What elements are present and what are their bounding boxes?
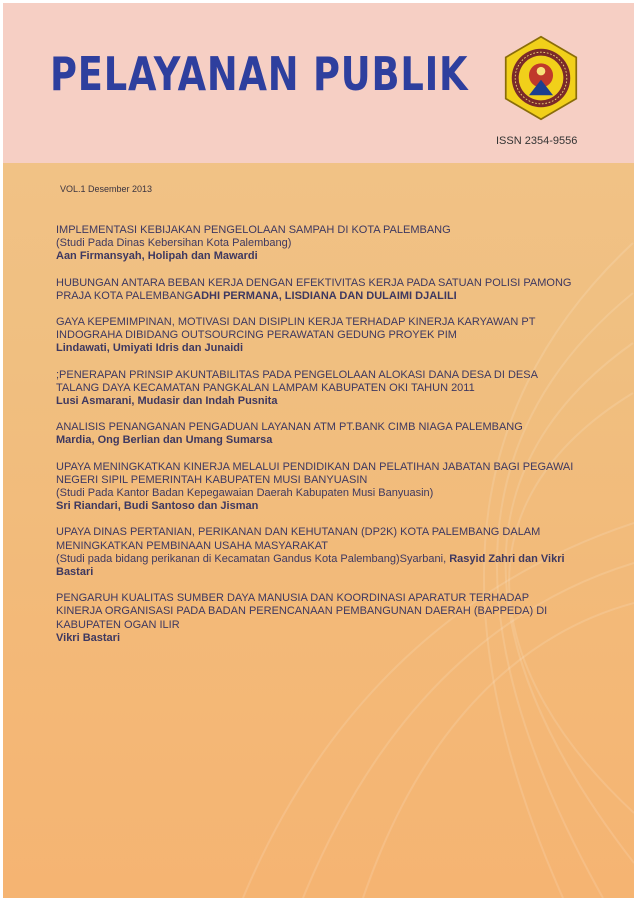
- article-title: UPAYA DINAS PERTANIAN, PERIKANAN DAN KEHUTANAN (DP2K) KOTA PALEMBANG DALAM MENINGKATKAN PEMBINAAN USAHA MASYARAKAT: [56, 526, 541, 552]
- article-authors: Aan Firmansyah, Holipah dan Mawardi: [56, 250, 258, 263]
- article-entry: [56, 316, 576, 356]
- article-subtitle-text: (Studi pada bidang perikanan di Kecamatan Gandus Kota Palembang)Syarbani,: [56, 552, 447, 565]
- article-entry: [56, 592, 576, 645]
- article-authors: Lusi Asmarani, Mudasir dan Indah Pusnita: [56, 395, 278, 408]
- article-title: ANALISIS PENANGANAN PENGADUAN LAYANAN ATM PT.BANK CIMB NIAGA PALEMBANG: [56, 421, 523, 434]
- university-seal-icon: [498, 35, 584, 121]
- article-authors: ADHI PERMANA, LISDIANA DAN DULAIMI DJALILI: [193, 289, 457, 302]
- article-title: PENGARUH KUALITAS SUMBER DAYA MANUSIA DAN KOORDINASI APARATUR TERHADAP KINERJA ORGANISASI PADA BADAN PERENCANAAN PEMBANGUNAN DAERAH (BAPPEDA) DI KABUPATEN OGAN ILIR: [56, 592, 548, 631]
- article-authors: Sri Riandari, Budi Santoso dan Jisman: [56, 500, 259, 513]
- article-title: ;PENERAPAN PRINSIP AKUNTABILITAS PADA PENGELOLAAN ALOKASI DANA DESA DI DESA TALANG DAYA KECAMATAN PANGKALAN LAMPAM KABUPATEN OKI TAHUN 2011: [56, 368, 538, 394]
- article-authors: Vikri Bastari: [56, 631, 121, 644]
- article-title: IMPLEMENTASI KEBIJAKAN PENGELOLAAN SAMPAH DI KOTA PALEMBANG: [56, 224, 451, 236]
- article-title-text: HUBUNGAN ANTARA BEBAN KERJA DENGAN EFEKTIVITAS KERJA PADA SATUAN POLISI PAMONG PRAJA KOTA PALEMBANG: [56, 276, 572, 302]
- journal-title: PELAYANAN PUBLIK: [50, 47, 469, 101]
- volume-label: VOL.1 Desember 2013: [60, 184, 153, 194]
- issn-number: ISSN 2354-9556: [496, 135, 578, 147]
- article-subtitle: [56, 553, 576, 579]
- article-title: GAYA KEPEMIMPINAN, MOTIVASI DAN DISIPLIN KERJA TERHADAP KINERJA KARYAWAN PT INDOGRAHA DIBIDANG OUTSOURCING PERAWATAN GEDUNG PROYEK PIM: [56, 316, 536, 342]
- cover-header: [3, 3, 634, 163]
- article-entry: [56, 421, 576, 447]
- article-subtitle: (Studi Pada Kantor Badan Kepegawaian Daerah Kabupaten Musi Banyuasin): [56, 487, 434, 500]
- article-entry: [56, 369, 576, 409]
- article-authors: Rasyid Zahri dan Vikri Bastari: [56, 552, 565, 579]
- article-authors: Lindawati, Umiyati Idris dan Junaidi: [56, 342, 244, 355]
- article-entry: [56, 224, 576, 264]
- article-entry: [56, 277, 576, 303]
- article-entry: [56, 461, 576, 514]
- article-title: UPAYA MENINGKATKAN KINERJA MELALUI PENDIDIKAN DAN PELATIHAN JABATAN BAGI PEGAWAI NEGERI SIPIL PEMERINTAH KABUPATEN MUSI BANYUASIN: [56, 460, 574, 486]
- journal-cover: [3, 3, 634, 898]
- article-authors: Mardia, Ong Berlian dan Umang Sumarsa: [56, 434, 273, 447]
- table-of-contents: [56, 224, 576, 658]
- article-subtitle: (Studi Pada Dinas Kebersihan Kota Palembang): [56, 237, 292, 250]
- article-title: [56, 277, 576, 303]
- article-entry: [56, 526, 576, 579]
